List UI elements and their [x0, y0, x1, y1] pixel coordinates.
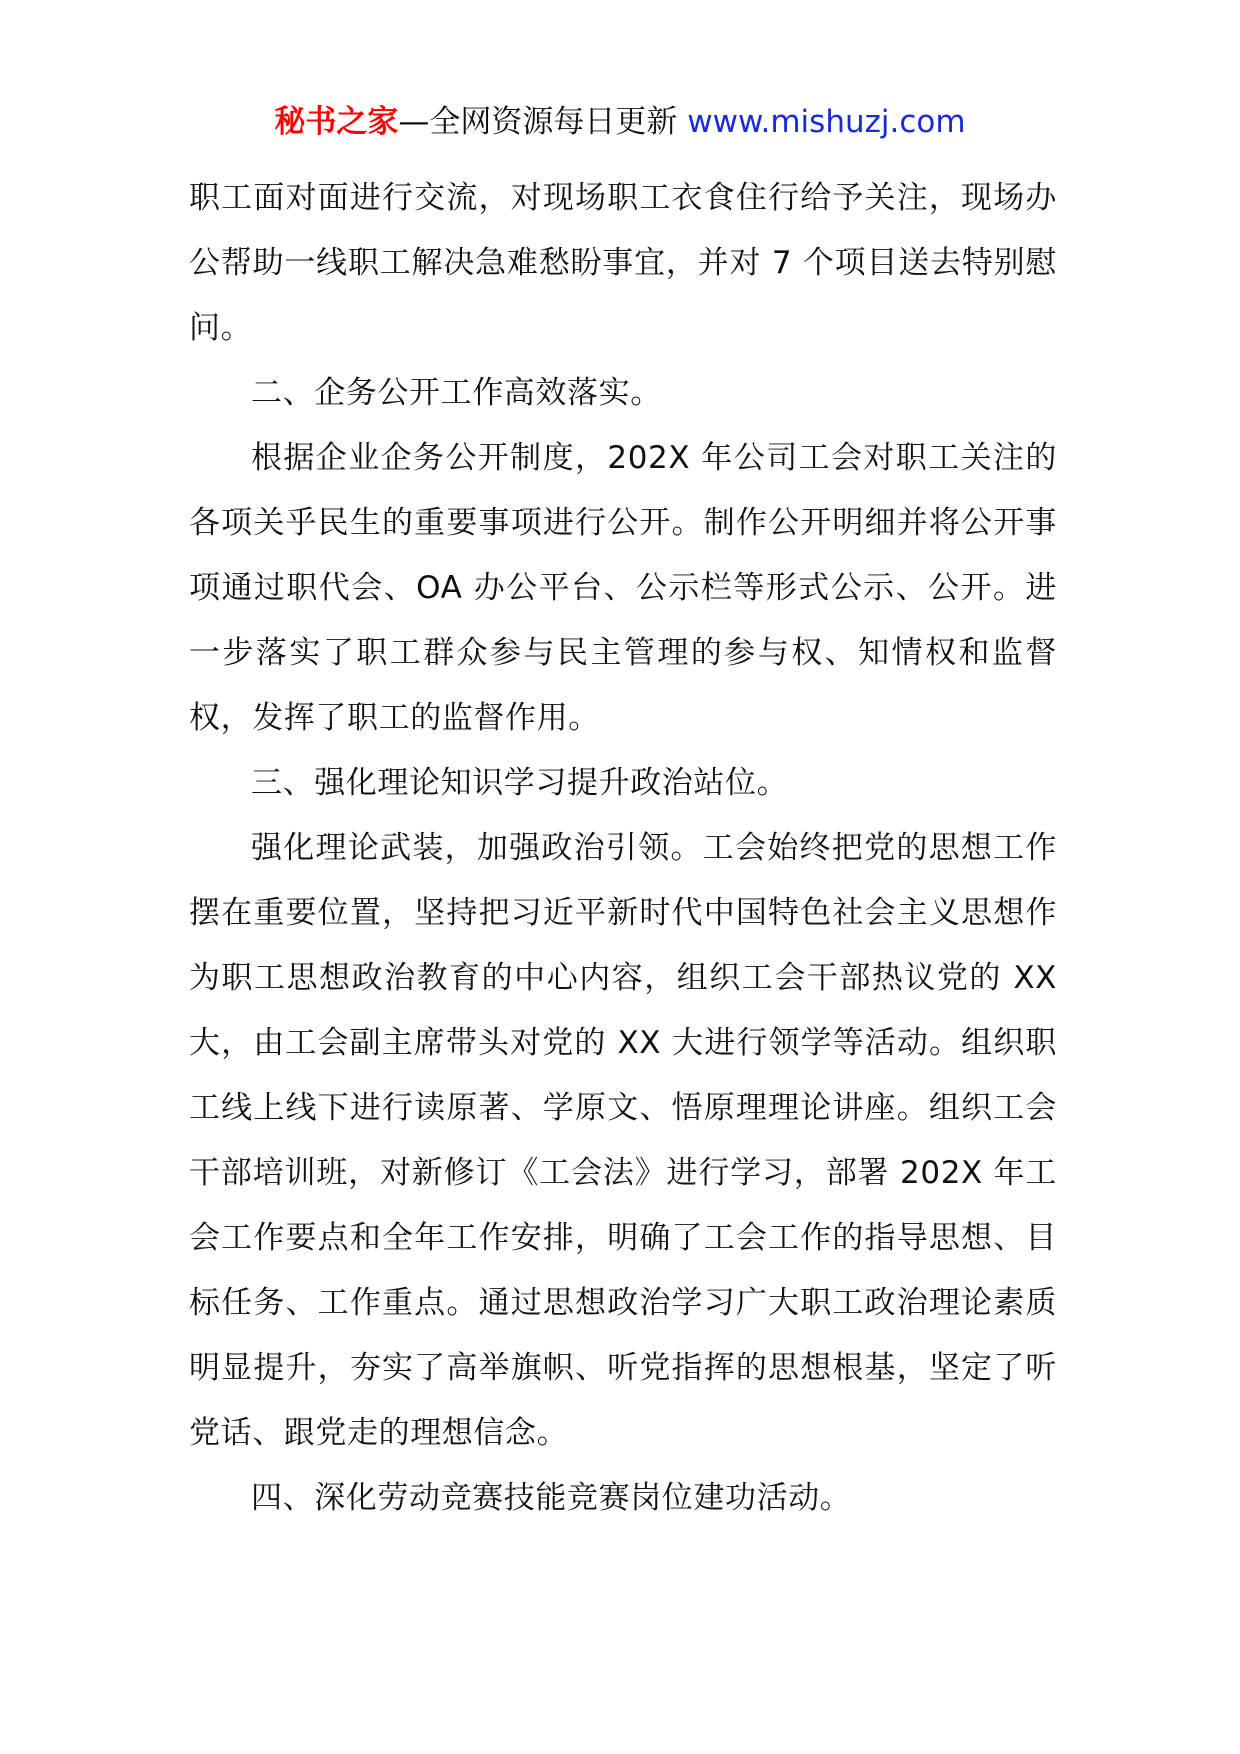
page-header [0, 100, 1240, 144]
paragraph-continuation: 职工面对面进行交流，对现场职工衣食住行给予关注，现场办公帮助一线职工解决急难愁盼事宜，并对 7 个项目送去特别慰问。 [189, 180, 1057, 346]
header-slogan: —全网资源每日更新 [398, 104, 688, 140]
website-link[interactable]: www.mishuzj.com [687, 104, 966, 140]
paragraph-theory-study: 强化理论武装，加强政治引领。工会始终把党的思想工作摆在重要位置，坚持把习近平新时代中国特色社会主义思想作为职工思想政治教育的中心内容，组织工会干部热议党的 XX 大，由工会副主席带头对党的 XX 大进行领学等活动。组织职工线上线下进行读原著、学原文、悟原理理论讲座。组织工会干部培训班，对新修订《工会法》进行学习，部署 202X 年工会工作要点和全年工作安排，明确了工会工作的指导思想、目标任务、工作重点。通过思想政治学习广大职工政治理论素质明显提升，夯实了高举旗帜、听党指挥的思想根基，坚定了听党话、跟党走的理想信念。 [189, 830, 1057, 1451]
document-body [189, 166, 1057, 1531]
section-heading-4: 四、深化劳动竞赛技能竞赛岗位建功活动。 [251, 1480, 852, 1516]
paragraph-affairs-disclosure: 根据企业企务公开制度，202X 年公司工会对职工关注的各项关乎民生的重要事项进行公开。制作公开明细并将公开事项通过职代会、OA 办公平台、公示栏等形式公示、公开。进一步落实了职工群众参与民主管理的参与权、知情权和监督权，发挥了职工的监督作用。 [189, 440, 1057, 736]
section-heading-2: 二、企务公开工作高效落实。 [251, 375, 662, 411]
brand-name: 秘书之家 [274, 104, 399, 140]
section-heading-3: 三、强化理论知识学习提升政治站位。 [251, 765, 789, 801]
